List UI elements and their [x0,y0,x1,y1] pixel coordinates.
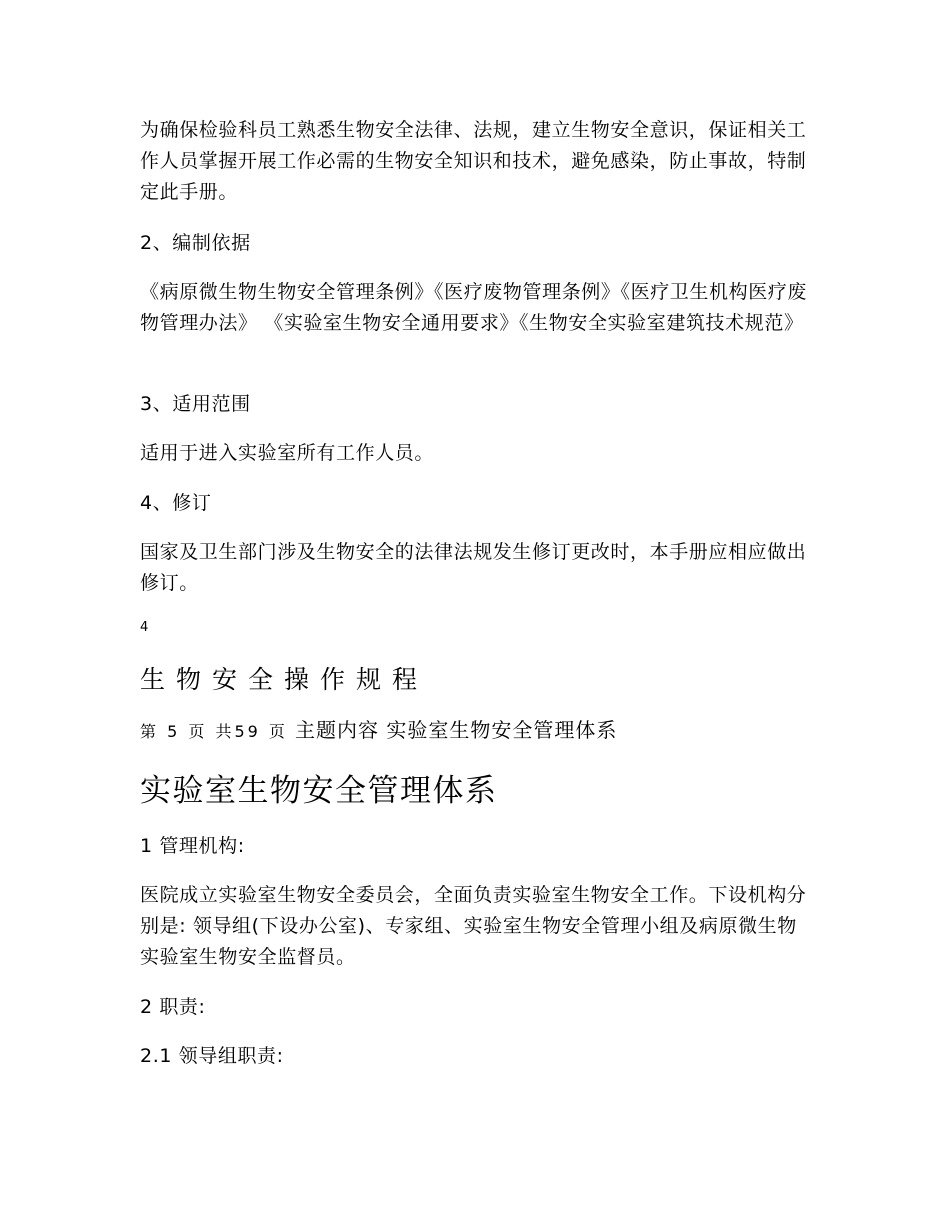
scope-paragraph: 适用于进入实验室所有工作人员。 [140,442,435,464]
basis-paragraph: 《病原微生物生物安全管理条例》《医疗废物管理条例》《医疗卫生机构医疗废物管理办法》 《实验室生物安全通用要求》《生物安全实验室建筑技术规范》 [140,281,808,334]
section-title: 实验室生物安全管理体系 [140,773,498,809]
duties-heading: 2 职责: [140,996,206,1018]
org-heading: 1 管理机构: [140,835,245,857]
page-count-label: 第 5 页 共59 页 [140,722,288,741]
org-paragraph: 医院成立实验室生物安全委员会，全面负责实验室生物安全工作。下设机构分别是: 领导组(下设办公室)、专家组、实验室生物安全管理小组及病原微生物实验室生物安全监督员。 [140,884,807,968]
revision-paragraph: 国家及卫生部门涉及生物安全的法律法规发生修订更改时，本手册应相应做出修订。 [140,541,807,594]
subject-label: 主题内容 实验室生物安全管理体系 [294,718,618,742]
page-header [140,717,815,745]
basis-heading: 2、编制依据 [140,232,251,254]
purpose-paragraph: 为确保检验科员工熟悉生物安全法律、法规，建立生物安全意识，保证相关工作人员掌握开展工作必需的生物安全知识和技术，避免感染，防止事故，特制定此手册。 [140,119,807,203]
revision-heading: 4、修订 [140,492,212,514]
page-number: 4 [140,620,149,635]
spaced-document-title: 生物安全操作规程 [140,665,429,694]
scope-heading: 3、适用范围 [140,393,251,415]
leadership-duties-heading: 2.1 领导组职责: [140,1045,284,1067]
